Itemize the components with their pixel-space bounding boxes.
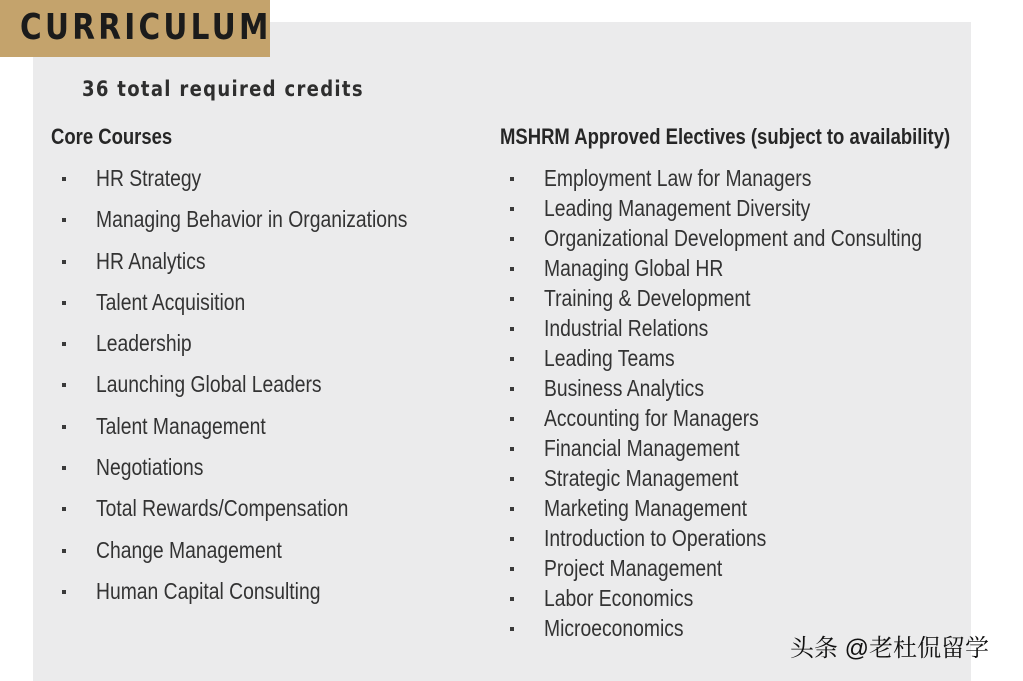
course-label: Accounting for Managers: [544, 405, 759, 431]
course-label: HR Strategy: [96, 165, 202, 191]
bullet-icon: [510, 387, 514, 391]
bullet-icon: [510, 357, 514, 361]
bullet-icon: [510, 297, 514, 301]
course-label: Launching Global Leaders: [96, 371, 322, 398]
bullet-icon: [62, 425, 66, 429]
bullet-icon: [62, 507, 66, 511]
course-label: Talent Acquisition: [96, 288, 246, 315]
course-label: Negotiations: [96, 454, 204, 481]
bullet-icon: [62, 342, 66, 346]
course-label: Industrial Relations: [544, 315, 709, 341]
bullet-icon: [510, 237, 514, 241]
bullet-icon: [510, 267, 514, 271]
core-courses-heading: Core Courses: [51, 124, 173, 149]
course-label: Business Analytics: [544, 375, 705, 401]
course-label: Change Management: [96, 536, 282, 563]
course-label: Labor Economics: [544, 585, 694, 611]
bullet-icon: [510, 507, 514, 511]
course-label: Leadership: [96, 330, 192, 357]
bullet-icon: [62, 177, 66, 181]
course-label: Microeconomics: [544, 615, 684, 641]
course-label: Leading Management Diversity: [544, 195, 811, 221]
bullet-icon: [62, 301, 66, 305]
course-label: Organizational Development and Consulting: [544, 225, 923, 251]
bullet-icon: [510, 327, 514, 331]
bullet-icon: [510, 417, 514, 421]
bullet-icon: [510, 447, 514, 451]
credits-summary: 36 total required credits: [82, 77, 364, 101]
bullet-icon: [62, 549, 66, 553]
bullet-icon: [62, 218, 66, 222]
course-label: Human Capital Consulting: [96, 577, 321, 604]
course-label: Leading Teams: [544, 345, 675, 371]
bullet-icon: [62, 590, 66, 594]
course-label: Financial Management: [544, 435, 740, 461]
bullet-icon: [510, 477, 514, 481]
course-label: Marketing Management: [544, 495, 747, 521]
page-title: CURRICULUM: [20, 7, 272, 48]
bullet-icon: [62, 260, 66, 264]
course-label: Strategic Management: [544, 465, 739, 491]
bullet-icon: [510, 627, 514, 631]
course-label: Managing Global HR: [544, 255, 724, 281]
course-label: Project Management: [544, 555, 723, 581]
bullet-icon: [62, 466, 66, 470]
bullet-icon: [510, 537, 514, 541]
course-label: Managing Behavior in Organizations: [96, 206, 408, 233]
course-label: Total Rewards/Compensation: [96, 495, 349, 522]
bullet-icon: [510, 597, 514, 601]
course-label: Talent Management: [96, 412, 266, 439]
watermark: 头条 @老杜侃留学: [790, 635, 990, 662]
course-label: HR Analytics: [96, 247, 206, 274]
electives-heading: MSHRM Approved Electives (subject to availability): [500, 124, 951, 149]
bullet-icon: [62, 383, 66, 387]
title-banner: [0, 0, 270, 57]
course-label: Introduction to Operations: [544, 525, 767, 551]
bullet-icon: [510, 567, 514, 571]
bullet-icon: [510, 207, 514, 211]
bullet-icon: [510, 177, 514, 181]
course-label: Training & Development: [544, 285, 751, 311]
course-label: Employment Law for Managers: [544, 165, 812, 191]
